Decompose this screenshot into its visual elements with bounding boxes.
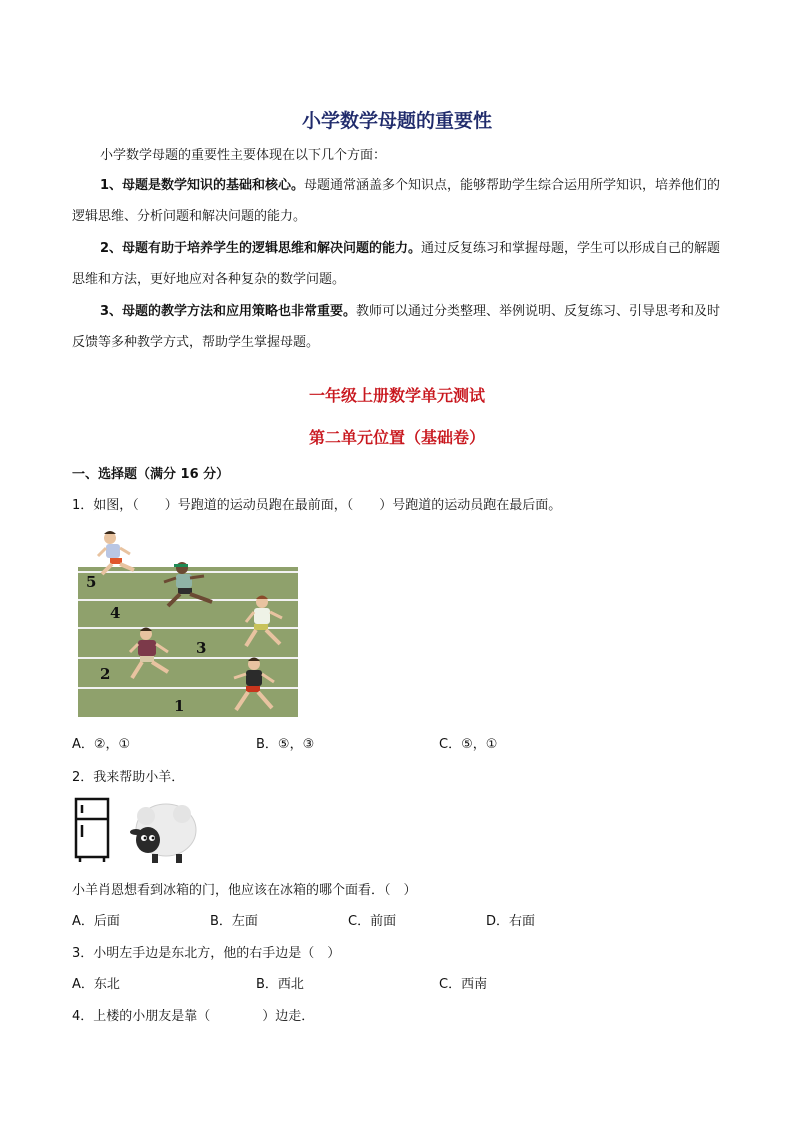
lane-number-1: 1 bbox=[174, 697, 185, 715]
q1-option-c[interactable]: C．⑤，① bbox=[439, 737, 498, 752]
q2-option-c[interactable]: C．前面 bbox=[348, 914, 397, 929]
intro-title: 小学数学母题的重要性 bbox=[301, 110, 492, 132]
intro-lead: 小学数学母题的重要性主要体现在以下几个方面： bbox=[100, 148, 387, 163]
runner-lane-5-icon bbox=[96, 530, 144, 580]
q1-stem: 1．如图，（ ）号跑道的运动员跑在最前面，（ ）号跑道的运动员跑在最后面。 bbox=[72, 498, 562, 513]
intro-point-3 bbox=[72, 296, 727, 358]
q2-option-b[interactable]: B．左面 bbox=[210, 914, 258, 929]
q2-stem: 2．我来帮助小羊． bbox=[72, 770, 185, 785]
runner-lane-2-icon bbox=[128, 626, 174, 686]
test-title: 一年级上册数学单元测试 bbox=[308, 386, 485, 405]
q3-option-b[interactable]: B．西北 bbox=[256, 977, 304, 992]
q1-option-b[interactable]: B．⑤，③ bbox=[256, 737, 315, 752]
q2-option-a[interactable]: A．后面 bbox=[72, 914, 120, 929]
intro-point-1-bold: 1、母题是数学知识的基础和核心。 bbox=[100, 178, 305, 193]
lane-number-2: 2 bbox=[100, 665, 111, 683]
runner-lane-3-icon bbox=[242, 594, 288, 654]
runner-lane-1-icon bbox=[228, 656, 278, 716]
intro-point-3-bold: 3、母题的教学方法和应用策略也非常重要。 bbox=[100, 304, 357, 319]
q2-option-d[interactable]: D．右面 bbox=[486, 914, 536, 929]
section-heading: 一、选择题（满分 16 分） bbox=[72, 467, 230, 482]
intro-point-1 bbox=[72, 170, 727, 232]
q3-stem: 3．小明左手边是东北方，他的右手边是（ ） bbox=[72, 946, 341, 961]
q1-option-a[interactable]: A．②，① bbox=[72, 737, 131, 752]
sheep-icon bbox=[122, 800, 200, 866]
lane-number-3: 3 bbox=[196, 639, 207, 657]
lane-number-4: 4 bbox=[110, 604, 121, 622]
q4-stem: 4．上楼的小朋友是靠（ ）边走． bbox=[72, 1009, 315, 1024]
refrigerator-icon bbox=[74, 797, 110, 863]
intro-point-2-bold: 2、母题有助于培养学生的逻辑思维和解决问题的能力。 bbox=[100, 241, 422, 256]
intro-point-2-text: 通过反复练习和掌握母题，学生可以形成自己的解题思维和方法，更好地应对各种复杂的数学问题。 bbox=[72, 241, 721, 287]
q2-question: 小羊肖恩想看到冰箱的门，他应该在冰箱的哪个面看．（ ） bbox=[72, 883, 417, 898]
intro-point-1-text: 母题通常涵盖多个知识点，能够帮助学生综合运用所学知识，培养他们的逻辑思维、分析问题和解决问题的能力。 bbox=[72, 178, 721, 224]
lane-number-5: 5 bbox=[86, 573, 97, 591]
test-subtitle: 第二单元位置（基础卷） bbox=[308, 428, 485, 447]
q3-option-c[interactable]: C．西南 bbox=[439, 977, 488, 992]
intro-point-2 bbox=[72, 233, 727, 295]
runner-lane-4-icon bbox=[160, 560, 222, 614]
q3-option-a[interactable]: A．东北 bbox=[72, 977, 120, 992]
intro-point-3-text: 教师可以通过分类整理、举例说明、反复练习、引导思考和及时反馈等多种教学方式，帮助学生掌握母题。 bbox=[72, 304, 721, 350]
